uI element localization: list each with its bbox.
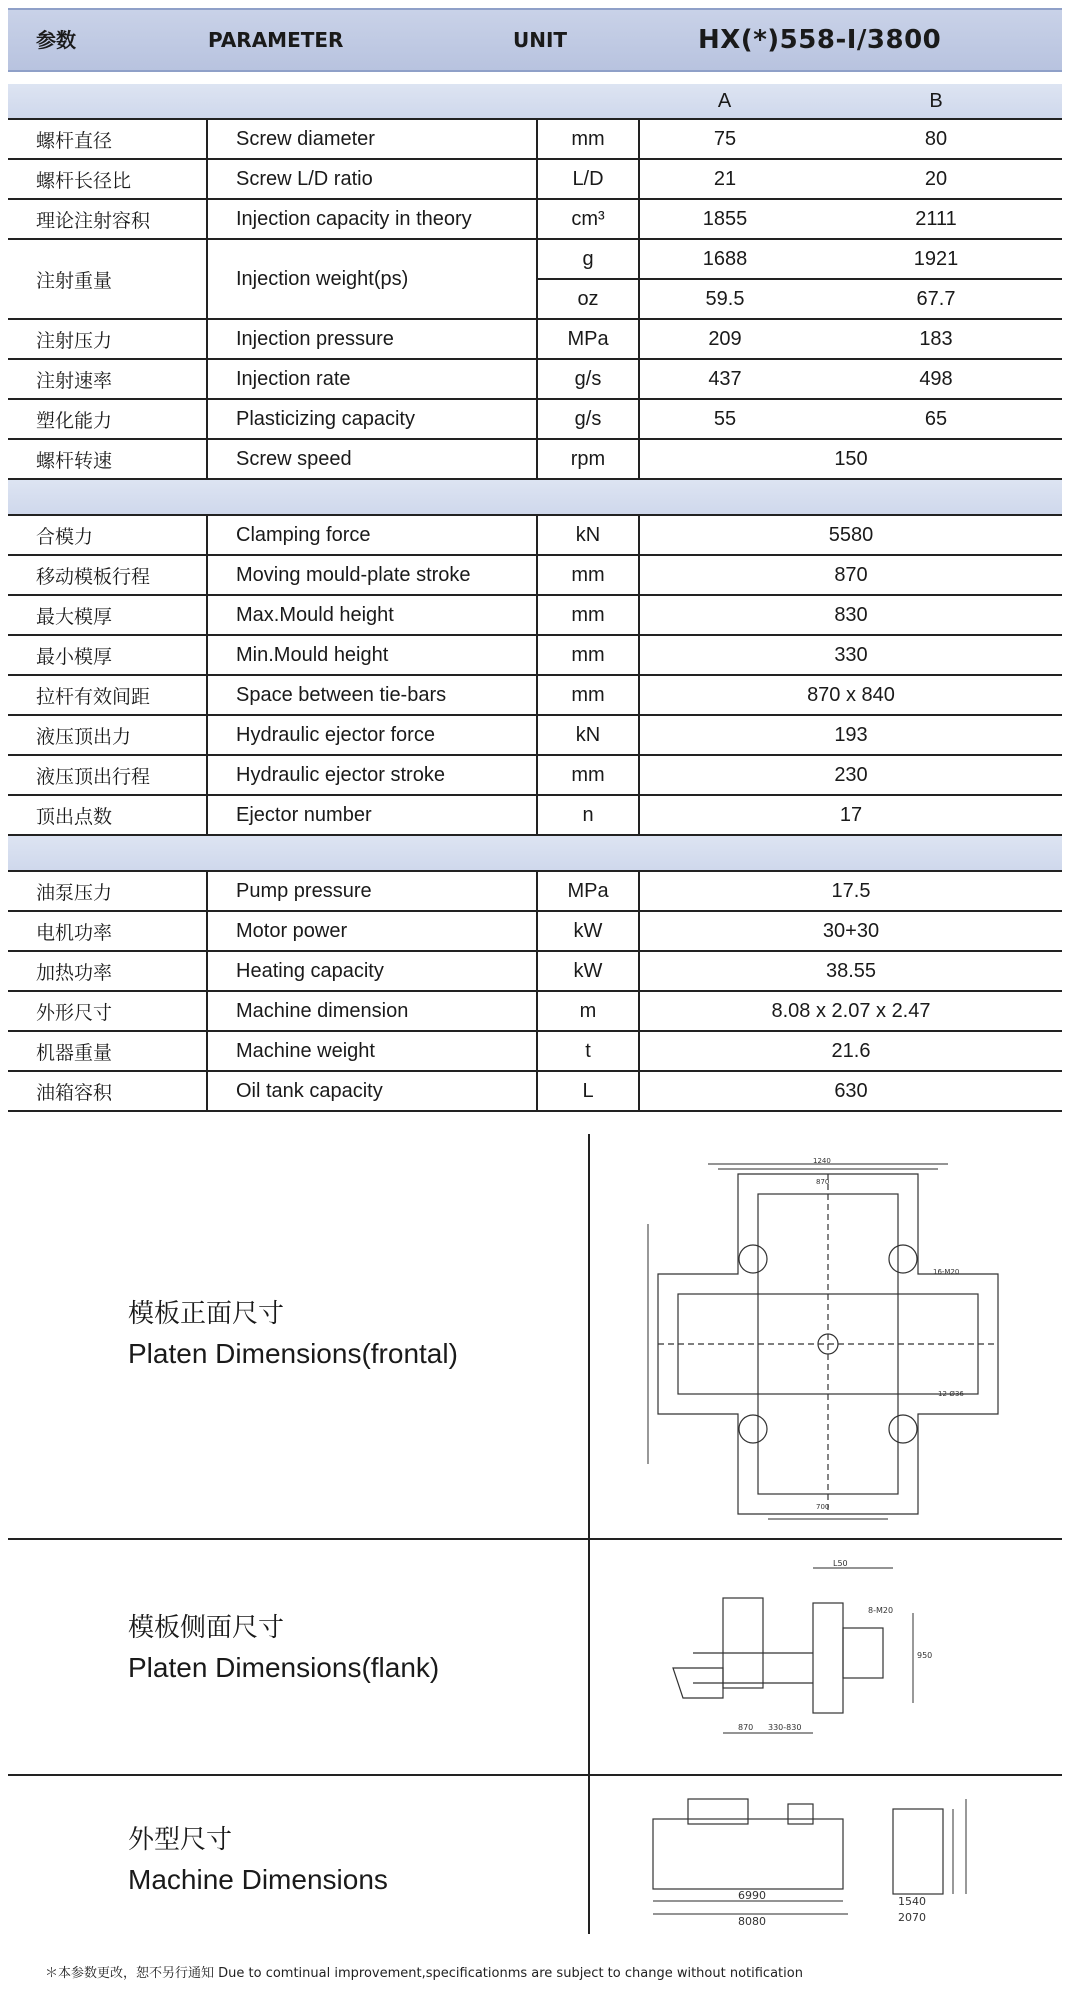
param-unit: n	[537, 795, 639, 835]
param-cn: 电机功率	[8, 911, 207, 951]
param-en: Injection rate	[207, 359, 537, 399]
table-row	[8, 1031, 1062, 1071]
clamping-unit	[688, 1799, 748, 1824]
dim-label: 6990	[738, 1889, 766, 1902]
param-cn: 合模力	[8, 515, 207, 555]
param-unit: oz	[537, 279, 639, 319]
param-en: Clamping force	[207, 515, 537, 555]
table-row	[8, 795, 1062, 835]
param-cn: 拉杆有效间距	[8, 675, 207, 715]
frontal-section	[8, 1134, 1062, 1540]
param-en: Max.Mould height	[207, 595, 537, 635]
param-cn: 注射速率	[8, 359, 207, 399]
spec-table	[8, 84, 1062, 1112]
param-en: Injection weight(ps)	[207, 239, 537, 319]
value: 830	[639, 595, 1062, 635]
table-row	[8, 319, 1062, 359]
flank-section	[8, 1538, 1062, 1776]
dim-label: L50	[833, 1559, 848, 1568]
platen-flank-drawing	[663, 1558, 993, 1758]
footer-note: ＊本参数更改，恕不另行通知 Due to comtinual improvement,specificationms are subject to change without notification	[45, 1966, 803, 1981]
machine-base	[653, 1819, 843, 1889]
table-row	[8, 635, 1062, 675]
general-band	[8, 835, 1062, 871]
machine-label	[128, 1820, 388, 1900]
param-cn: 液压顶出力	[8, 715, 207, 755]
value: 17	[639, 795, 1062, 835]
header-model: HX(*)558-I/3800	[698, 25, 942, 55]
moving-platen	[723, 1598, 763, 1688]
table-row	[8, 239, 1062, 279]
machine-end-view	[893, 1809, 943, 1894]
clamping-band	[8, 479, 1062, 515]
table-row	[8, 871, 1062, 911]
flank-label-en: Platen Dimensions(flank)	[128, 1652, 440, 1683]
param-unit: g	[537, 239, 639, 279]
param-unit: MPa	[537, 319, 639, 359]
value: 17.5	[639, 871, 1062, 911]
table-row	[8, 119, 1062, 159]
value-a: 75	[639, 119, 810, 159]
param-cn: 理论注射容积	[8, 199, 207, 239]
value: 8.08 x 2.07 x 2.47	[639, 991, 1062, 1031]
tie-bar-hole	[889, 1415, 917, 1443]
tie-bar-hole	[739, 1415, 767, 1443]
column-a-header: A	[639, 84, 810, 119]
table-row	[8, 515, 1062, 555]
param-unit: kN	[537, 515, 639, 555]
table-row	[8, 675, 1062, 715]
param-en: Injection pressure	[207, 319, 537, 359]
param-en: Injection capacity in theory	[207, 199, 537, 239]
param-en: Screw diameter	[207, 119, 537, 159]
frontal-label-cn: 模板正面尺寸	[128, 1299, 285, 1329]
table-row	[8, 1071, 1062, 1111]
param-en: Screw L/D ratio	[207, 159, 537, 199]
param-en: Hydraulic ejector force	[207, 715, 537, 755]
param-unit: g/s	[537, 359, 639, 399]
frontal-label	[128, 1294, 458, 1374]
value: 870	[639, 555, 1062, 595]
value-a: 1855	[639, 199, 810, 239]
value: 38.55	[639, 951, 1062, 991]
param-en: Space between tie-bars	[207, 675, 537, 715]
table-row	[8, 991, 1062, 1031]
param-cn: 注射重量	[8, 239, 207, 319]
param-unit: mm	[537, 675, 639, 715]
param-en: Oil tank capacity	[207, 1071, 537, 1111]
machine-label-cn: 外型尺寸	[128, 1825, 233, 1855]
dim-label: 870	[738, 1723, 754, 1732]
param-unit: mm	[537, 635, 639, 675]
param-en: Moving mould-plate stroke	[207, 555, 537, 595]
param-unit: t	[537, 1031, 639, 1071]
injection-band	[8, 84, 1062, 119]
param-unit: mm	[537, 119, 639, 159]
param-cn: 最大模厚	[8, 595, 207, 635]
param-cn: 螺杆长径比	[8, 159, 207, 199]
table-row	[8, 399, 1062, 439]
param-en: Motor power	[207, 911, 537, 951]
dim-label: 8-M20	[868, 1606, 894, 1615]
param-cn: 加热功率	[8, 951, 207, 991]
platen-frontal-drawing	[648, 1157, 1008, 1524]
value-b: 498	[810, 359, 1062, 399]
value-b: 80	[810, 119, 1062, 159]
table-row	[8, 359, 1062, 399]
table-row	[8, 159, 1062, 199]
tie-bar-hole	[889, 1245, 917, 1273]
param-cn: 螺杆转速	[8, 439, 207, 479]
param-cn: 顶出点数	[8, 795, 207, 835]
value: 21.6	[639, 1031, 1062, 1071]
hopper	[788, 1804, 813, 1824]
value: 330	[639, 635, 1062, 675]
table-row	[8, 199, 1062, 239]
value-b: 67.7	[810, 279, 1062, 319]
table-row	[8, 439, 1062, 479]
value-b: 2111	[810, 199, 1062, 239]
header-unit: UNIT	[513, 28, 568, 52]
param-unit: cm³	[537, 199, 639, 239]
value: 150	[639, 439, 1062, 479]
table-row	[8, 555, 1062, 595]
header-cn: 参数	[36, 28, 76, 52]
frontal-label-en: Platen Dimensions(frontal)	[128, 1338, 458, 1369]
tie-bar-hole	[739, 1245, 767, 1273]
dimension-lines	[648, 1164, 948, 1519]
param-cn: 塑化能力	[8, 399, 207, 439]
param-en: Ejector number	[207, 795, 537, 835]
param-cn: 油泵压力	[8, 871, 207, 911]
value-b: 1921	[810, 239, 1062, 279]
param-unit: g/s	[537, 399, 639, 439]
fixed-platen	[813, 1603, 843, 1713]
param-cn: 机器重量	[8, 1031, 207, 1071]
param-unit: L	[537, 1071, 639, 1111]
dim-label: 1540	[898, 1895, 926, 1908]
table-row	[8, 911, 1062, 951]
value-b: 183	[810, 319, 1062, 359]
param-unit: mm	[537, 555, 639, 595]
dim-label: 2070	[898, 1911, 926, 1924]
param-cn: 螺杆直径	[8, 119, 207, 159]
param-unit: kW	[537, 911, 639, 951]
dim-label: 330-830	[768, 1723, 802, 1732]
param-en: Heating capacity	[207, 951, 537, 991]
value: 230	[639, 755, 1062, 795]
machine-section	[8, 1774, 1062, 1934]
param-en: Pump pressure	[207, 871, 537, 911]
param-unit: MPa	[537, 871, 639, 911]
param-unit: mm	[537, 595, 639, 635]
param-cn: 外形尺寸	[8, 991, 207, 1031]
machine-label-en: Machine Dimensions	[128, 1864, 388, 1895]
dimension-lines	[723, 1568, 913, 1733]
param-en: Screw speed	[207, 439, 537, 479]
value-a: 59.5	[639, 279, 810, 319]
value: 5580	[639, 515, 1062, 555]
header-parameter: PARAMETER	[208, 28, 344, 52]
value-a: 209	[639, 319, 810, 359]
param-cn: 注射压力	[8, 319, 207, 359]
param-en: Hydraulic ejector stroke	[207, 755, 537, 795]
param-en: Machine dimension	[207, 991, 537, 1031]
drawings-area	[8, 1134, 1062, 1934]
param-en: Plasticizing capacity	[207, 399, 537, 439]
flank-label-cn: 模板侧面尺寸	[128, 1613, 285, 1643]
value: 870 x 840	[639, 675, 1062, 715]
param-unit: rpm	[537, 439, 639, 479]
dim-label: 12-Ø36	[938, 1390, 964, 1398]
param-en: Min.Mould height	[207, 635, 537, 675]
param-cn: 移动模板行程	[8, 555, 207, 595]
dim-label: 700	[816, 1503, 830, 1511]
value: 630	[639, 1071, 1062, 1111]
dim-label: 870	[816, 1178, 830, 1186]
param-cn: 液压顶出行程	[8, 755, 207, 795]
param-unit: kN	[537, 715, 639, 755]
param-unit: L/D	[537, 159, 639, 199]
spec-header	[8, 8, 1062, 72]
param-unit: mm	[537, 755, 639, 795]
value-a: 437	[639, 359, 810, 399]
value-a: 1688	[639, 239, 810, 279]
dim-label: 1240	[813, 1157, 831, 1165]
dim-label: 16-M20	[933, 1268, 960, 1276]
value-a: 21	[639, 159, 810, 199]
param-cn: 油箱容积	[8, 1071, 207, 1111]
table-row	[8, 755, 1062, 795]
param-unit: kW	[537, 951, 639, 991]
value: 30+30	[639, 911, 1062, 951]
dim-label: 950	[917, 1651, 933, 1660]
nozzle-block	[843, 1628, 883, 1678]
value-a: 55	[639, 399, 810, 439]
param-cn: 最小模厚	[8, 635, 207, 675]
param-unit: m	[537, 991, 639, 1031]
flank-label	[128, 1608, 439, 1688]
table-row	[8, 595, 1062, 635]
value-b: 65	[810, 399, 1062, 439]
machine-outline-drawing	[648, 1789, 1008, 1929]
param-en: Machine weight	[207, 1031, 537, 1071]
column-b-header: B	[810, 84, 1062, 119]
table-row	[8, 951, 1062, 991]
value: 193	[639, 715, 1062, 755]
dim-label: 8080	[738, 1915, 766, 1928]
value-b: 20	[810, 159, 1062, 199]
table-row	[8, 715, 1062, 755]
